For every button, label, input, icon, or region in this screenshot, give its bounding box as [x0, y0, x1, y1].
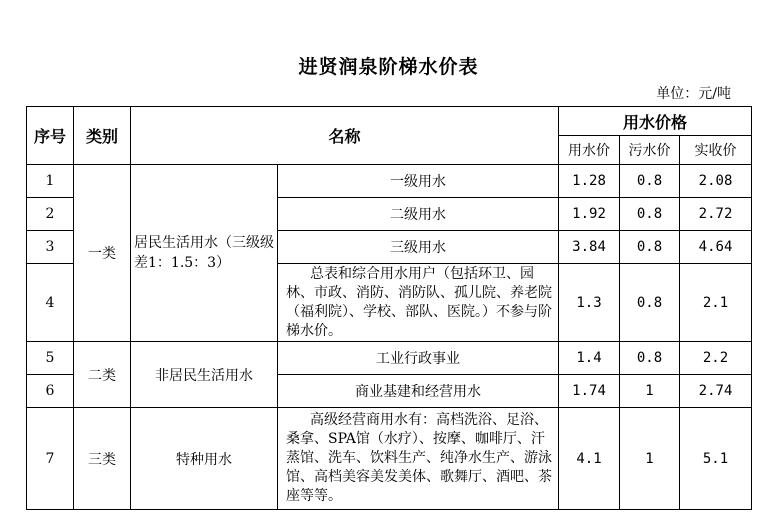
table-row	[27, 165, 752, 198]
row-name: 总表和综合用水用户（包括环卫、园林、市政、消防、消防队、孤儿院、养老院（福利院）、学校、部队、医院。）不参与阶梯水价。	[278, 264, 559, 342]
row-seq: 2	[27, 198, 74, 231]
row-water-price: 1.3	[559, 264, 620, 342]
table-row	[27, 408, 752, 510]
row-sewage-price: 1	[620, 375, 680, 408]
row-seq: 7	[27, 408, 74, 510]
header-water-price: 用水价	[559, 136, 620, 165]
row-name: 三级用水	[278, 231, 559, 264]
header-sewage-price: 污水价	[620, 136, 680, 165]
table-title: 进贤润泉阶梯水价表	[298, 56, 479, 78]
header-category: 类别	[74, 107, 131, 165]
unit-label: 单位：元/吨	[656, 86, 731, 102]
category-cell: 二类	[74, 342, 131, 408]
table-row	[27, 342, 752, 375]
subcategory-cell: 非居民生活用水	[131, 342, 278, 408]
row-name: 高级经营商用水有：高档洗浴、足浴、桑拿、SPA馆（水疗）、按摩、咖啡厅、汗蒸馆、洗车、饮料生产、纯净水生产、游泳馆、高档美容美发美体、歌舞厅、酒吧、茶座等等。	[278, 408, 559, 510]
header-name: 名称	[131, 107, 559, 165]
row-seq: 4	[27, 264, 74, 342]
row-name: 工业行政事业	[278, 342, 559, 375]
row-sewage-price: 1	[620, 408, 680, 510]
row-water-price: 1.92	[559, 198, 620, 231]
row-actual-price: 2.08	[680, 165, 752, 198]
row-water-price: 1.74	[559, 375, 620, 408]
header-price-group: 用水价格	[559, 107, 752, 136]
row-seq: 6	[27, 375, 74, 408]
row-actual-price: 2.2	[680, 342, 752, 375]
row-water-price: 1.28	[559, 165, 620, 198]
row-name: 一级用水	[278, 165, 559, 198]
row-name: 二级用水	[278, 198, 559, 231]
header-actual-price: 实收价	[680, 136, 752, 165]
row-actual-price: 2.1	[680, 264, 752, 342]
row-name: 商业基建和经营用水	[278, 375, 559, 408]
row-seq: 5	[27, 342, 74, 375]
subcategory-cell: 居民生活用水（三级级差1：1.5：3）	[131, 165, 278, 342]
row-water-price: 1.4	[559, 342, 620, 375]
row-sewage-price: 0.8	[620, 342, 680, 375]
header-seq: 序号	[27, 107, 74, 165]
row-sewage-price: 0.8	[620, 165, 680, 198]
category-cell: 一类	[74, 165, 131, 342]
row-actual-price: 5.1	[680, 408, 752, 510]
row-actual-price: 2.74	[680, 375, 752, 408]
category-cell: 三类	[74, 408, 131, 510]
row-sewage-price: 0.8	[620, 198, 680, 231]
row-seq: 3	[27, 231, 74, 264]
water-price-table	[26, 106, 752, 510]
row-sewage-price: 0.8	[620, 264, 680, 342]
row-actual-price: 2.72	[680, 198, 752, 231]
row-sewage-price: 0.8	[620, 231, 680, 264]
row-water-price: 3.84	[559, 231, 620, 264]
row-seq: 1	[27, 165, 74, 198]
row-water-price: 4.1	[559, 408, 620, 510]
subcategory-cell: 特种用水	[131, 408, 278, 510]
row-actual-price: 4.64	[680, 231, 752, 264]
